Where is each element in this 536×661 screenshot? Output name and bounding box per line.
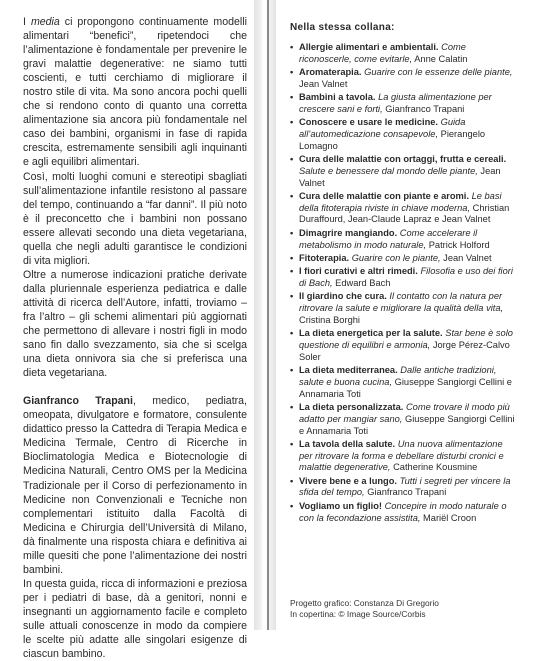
- book-subtitle: Dalle antiche tradizioni, salute e buona cucina,: [299, 365, 497, 387]
- book-title: Fitoterapia.: [299, 252, 350, 263]
- blurb-paragraph-2: Così, molti luoghi comuni e stereotipi sbagliati sull’alimentazione infantile resistono al passare del tempo, continuando a “far danni”. Il più noto è il preconcetto che i bambini non possano essere allevati secondo una dieta vegetariana, quella che negli adulti garantisce le condizioni di vita migliori.: [23, 170, 247, 267]
- author-name: Gianfranco Trapani: [23, 395, 133, 408]
- book-list-item: [290, 154, 518, 189]
- book-title: Bambini a tavola.: [299, 91, 376, 102]
- book-subtitle: Come riconoscerle, come evitarle,: [299, 41, 466, 64]
- book-title: Allergie alimentari e ambientali.: [299, 41, 439, 52]
- book-author: Patrick Holford: [426, 239, 490, 250]
- bullet-icon: •: [290, 438, 294, 449]
- book-list-item: [290, 191, 518, 226]
- book-subtitle: Una nuova alimentazione per ritrovare la forma e debellare disturbi cronici e malattie degenerative,: [299, 438, 504, 473]
- book-list-item: [290, 117, 518, 152]
- book-subtitle: Salute e benessere dal mondo delle piante,: [299, 165, 478, 176]
- book-list: [290, 42, 518, 525]
- book-subtitle: La giusta alimentazione per crescere sani e forti,: [299, 91, 492, 114]
- book-subtitle: Concepire in modo naturale o con la fecondazione assistita,: [299, 500, 507, 523]
- book-author: Mariël Croon: [420, 512, 477, 523]
- cover-credit: In copertina: © Image Source/Corbis: [290, 608, 426, 619]
- book-subtitle: Tutti i segreti per vincere la sfida del tempo,: [299, 475, 511, 498]
- book-list-item: [290, 402, 518, 437]
- book-title: La tavola della salute.: [299, 438, 396, 449]
- book-subtitle: Come accelerare il metabolismo in modo naturale,: [299, 227, 478, 250]
- book-author: Edward Bach: [332, 277, 391, 288]
- book-author: Jorge Pérez-Calvo Soler: [299, 339, 510, 362]
- bullet-icon: •: [290, 227, 294, 238]
- bullet-icon: •: [290, 365, 294, 376]
- book-title: Il giardino che cura.: [299, 291, 387, 302]
- book-title: La dieta mediterranea.: [299, 365, 398, 376]
- book-title: I fiori curativi e altri rimedi.: [299, 266, 418, 277]
- bullet-icon: •: [290, 291, 294, 302]
- book-author: Jean Valnet: [440, 252, 492, 263]
- book-list-item: [290, 291, 518, 326]
- book-author: Christian Duraffourd, Jean-Claude Lapraz e Jean Valnet: [299, 202, 510, 225]
- bullet-icon: •: [290, 252, 294, 263]
- bullet-icon: •: [290, 266, 294, 277]
- book-author: Jean Valnet: [299, 78, 348, 89]
- book-author: Catherine Kousmine: [390, 462, 478, 473]
- book-title: La dieta personalizzata.: [299, 401, 404, 412]
- spine-divider: [267, 0, 269, 630]
- book-list-item: [290, 67, 518, 91]
- bullet-icon: •: [290, 328, 294, 339]
- book-author: Giuseppe Sangiorgi Cellini e Annamaria Toti: [299, 376, 512, 399]
- book-list-item: [290, 92, 518, 116]
- book-title: Vogliamo un figlio!: [299, 500, 382, 511]
- book-author: Cristina Borghi: [299, 314, 360, 325]
- book-title: La dieta energetica per la salute.: [299, 328, 443, 339]
- right-edge-shadow: [269, 0, 276, 630]
- book-list-item: [290, 439, 518, 474]
- book-subtitle: Il contatto con la natura per ritrovare la salute e migliorare la qualità della vita,: [299, 291, 504, 314]
- bullet-icon: •: [290, 500, 294, 511]
- book-author: Jean Valnet: [299, 165, 501, 188]
- design-credit: Progetto grafico: Constanza Di Gregorio: [290, 598, 439, 608]
- bullet-icon: •: [290, 190, 294, 201]
- bullet-icon: •: [290, 66, 294, 77]
- book-list-item: [290, 42, 518, 66]
- book-title: Vivere bene e a lungo.: [299, 475, 397, 486]
- book-author: Pierangelo Lomagno: [299, 128, 486, 151]
- bullet-icon: •: [290, 41, 294, 52]
- book-subtitle: Filosofia e uso dei fiori di Bach,: [299, 266, 513, 288]
- book-title: Aromaterapia.: [299, 66, 362, 77]
- blurb-paragraph-5: In questa guida, ricca di informazioni e preziosa per i pediatri di base, dà a genitori, nonni e insegnanti un aggiornamento facile e completo sulle attuali conoscenze in modo da compiere le scelte più adatte alle singolari esigenze di ciascun bambino.: [23, 577, 247, 661]
- book-subtitle: Guida all’automedicazione consapevole,: [299, 117, 466, 139]
- book-list-item: [290, 501, 518, 525]
- bullet-icon: •: [290, 475, 294, 486]
- book-subtitle: Star bene è solo questione di equilibri e armonia,: [299, 328, 513, 350]
- bullet-icon: •: [290, 153, 294, 164]
- book-list-item: [290, 228, 518, 252]
- book-title: Cura delle malattie con piante e aromi.: [299, 190, 469, 201]
- bullet-icon: •: [290, 401, 294, 412]
- book-subtitle: Come trovare il modo più adatto per mangiar sano,: [299, 401, 510, 424]
- book-author: Gianfranco Trapani: [382, 103, 465, 114]
- book-author: Gianfranco Trapani: [364, 487, 447, 498]
- book-list-item: [290, 253, 518, 265]
- book-title: Conoscere e usare le medicine.: [299, 117, 438, 128]
- book-subtitle: Le basi della fitoterapia riviste in chiave moderna,: [299, 190, 502, 213]
- book-subtitle: Guarire con le piante,: [351, 252, 441, 263]
- book-list-item: [290, 266, 518, 290]
- book-author: Giuseppe Sangiorgi Cellini e Annamaria Toti: [299, 413, 515, 436]
- bullet-icon: •: [290, 117, 294, 128]
- book-subtitle: Guarire con le essenze delle piante,: [364, 66, 513, 77]
- book-author: Anne Calatin: [412, 53, 468, 64]
- credits: [290, 598, 518, 619]
- blurb-text-column: [23, 15, 247, 661]
- book-list-item: [290, 476, 518, 500]
- book-title: Cura delle malattie con ortaggi, frutta e cereali.: [299, 153, 507, 164]
- book-list-item: [290, 365, 518, 400]
- author-bio-paragraph: Gianfranco Trapani, medico, pediatra, omeopata, divulgatore e formatore, consulente didattico presso la Cattedra di Terapia Medica e Medicina Termale, Centro di Ricerche in Bioclimatologia Medica e Biotecnologie di Medicina Naturali, Centro OMS per la Medicina Tradizionale per il Corso di perfezionamento in Medicine non Convenzionali e Tecniche non complementari istituito dalla Facoltà di Medicina e Chirurgia dell’Università di Milano, dà finalmente una risposta chiara e definitiva ai mille quesiti che pone l’alimentazione dei nostri bambini.: [23, 395, 247, 576]
- blurb-paragraph-1: I media ci propongono continuamente modelli alimentari “benefici”, ripetendoci che l’alimentazione è fondamentale per prevenire le gravi malattie degenerative: ne siamo tutti coscienti, e tutti cerchiamo di migliorare il nostro stile di vita. Ma sono ancora pochi quelli che si rendono conto di quanto una corretta alimentazione sia ancora più fondamentale nel caso dei bambini, organismi in fase di rapida crescita, estremamente sensibili agli inquinanti e agli equilibri alimentari.: [23, 16, 247, 169]
- media-word: media: [30, 16, 60, 28]
- bullet-icon: •: [290, 91, 294, 102]
- book-title: Dimagrire mangiando.: [299, 227, 398, 238]
- blurb-paragraph-3: Oltre a numerose indicazioni pratiche derivate dalla pluriennale esperienza pediatrica e dalle attività di ricerca dell’Autore, infatti, troviamo – fra l’altro – gli schemi alimentari più aggiornati che permettono di allevare i nostri figli in modo sano fin dallo svezzamento, sia che si scelga una dieta onnivora sia che si preferisca una dieta vegetariana.: [23, 268, 247, 380]
- book-list-item: [290, 328, 518, 363]
- left-edge-shadow: [254, 0, 262, 630]
- series-list-column: [290, 22, 518, 526]
- series-title: Nella stessa collana:: [290, 22, 395, 33]
